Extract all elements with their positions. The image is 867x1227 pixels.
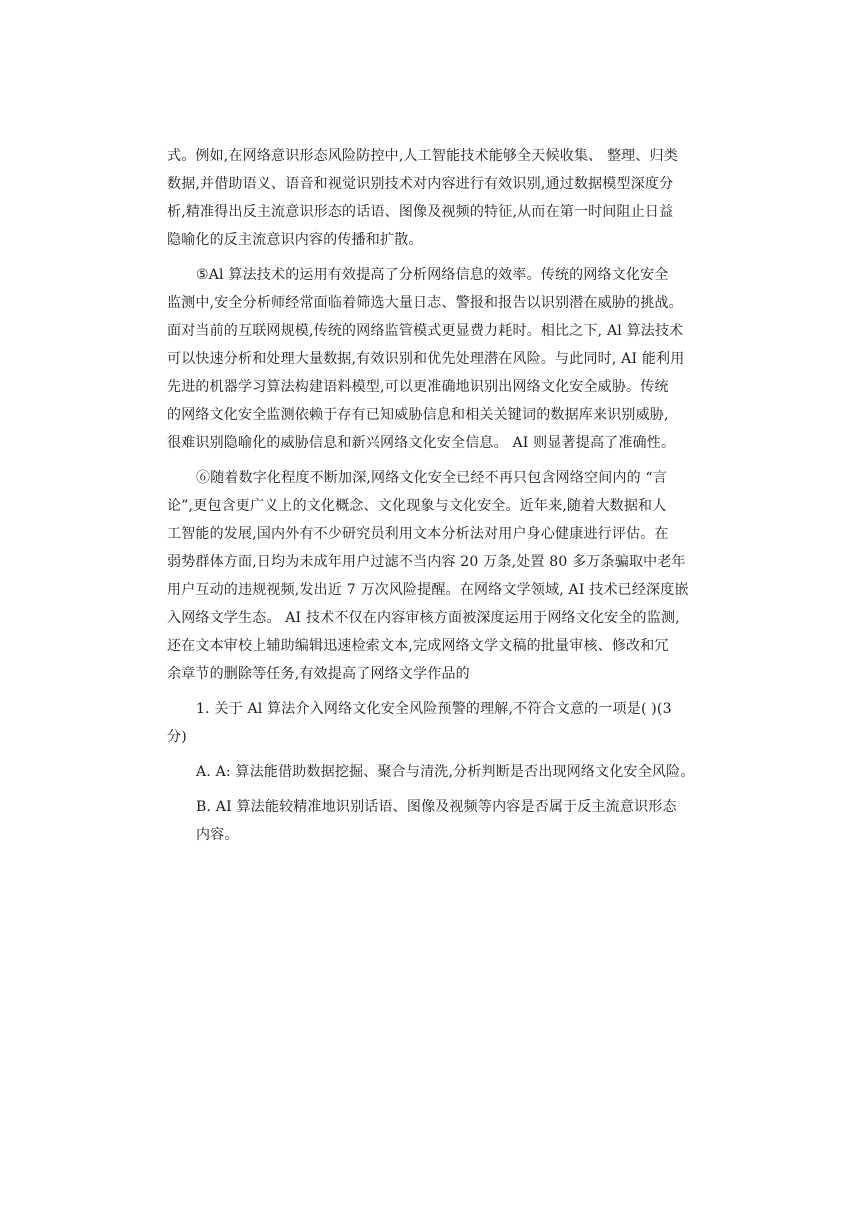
text-line: 监测中,安全分析师经常面临着筛选大量日志、警报和报告以识别潜在威胁的挑战。 bbox=[167, 295, 683, 311]
option-b-cont: 内容。 bbox=[196, 827, 239, 843]
paragraph-5-first-line: ⑤Al 算法技术的运用有效提高了分析网络信息的效率。传统的网络文化安全 bbox=[196, 267, 669, 283]
text-line: 余章节的删除等任务,有效提高了网络文学作品的 bbox=[167, 666, 470, 682]
text-line: 数据,并借助语义、语音和视觉识别技术对内容进行有效识别,通过数据模型深度分 bbox=[167, 176, 674, 192]
paragraph-6-first-line: ⑥随着数字化程度不断加深,网络文化安全已经不再只包含网络空间内的 “言 bbox=[196, 470, 668, 486]
text-line: 先进的机器学习算法构建语料模型,可以更准确地识别出网络文化安全威胁。传统 bbox=[167, 379, 669, 395]
text-line: 还在文本审校上辅助编辑迅速检索文本,完成网络文学文稿的批量审核、修改和冗 bbox=[167, 638, 669, 654]
text-line: 入网络文学生态。 AI 技术不仅在内容审核方面被深度运用于网络文化安全的监测, bbox=[167, 610, 680, 626]
text-line: 面对当前的互联网规模,传统的网络监管模式更显费力耗时。相比之下, Al 算法技术 bbox=[167, 323, 684, 339]
option-b: B. AI 算法能较精准地识别话语、图像及视频等内容是否属于反主流意识形态 bbox=[196, 799, 677, 815]
text-line: 论”,更包含更广义上的文化概念、文化现象与文化安全。近年来,随着大数据和人 bbox=[167, 498, 667, 514]
question-1-stem-cont: 分) bbox=[167, 729, 187, 745]
option-a: A. A: 算法能借助数据挖掘、聚合与清洗,分析判断是否出现网络文化安全风险。 bbox=[196, 764, 695, 780]
text-line: 工智能的发展,国内外有不少研究员利用文本分析法对用户身心健康进行评估。在 bbox=[167, 526, 669, 542]
text-line: 用户互动的违规视频,发出近 7 万次风险提醒。在网络文学领域, AI 技术已经深度嵌 bbox=[167, 582, 689, 598]
text-line: 弱势群体方面,日均为未成年用户过滤不当内容 20 万条,处置 80 多万条骗取中老年 bbox=[167, 554, 686, 570]
text-line: 隐喻化的反主流意识内容的传播和扩散。 bbox=[167, 232, 423, 248]
text-line: 可以快速分析和处理大量数据,有效识别和优先处理潜在风险。与此同时, AI 能利用 bbox=[167, 351, 685, 367]
text-line: 式。例如,在网络意识形态风险防控中,人工智能技术能够全天候收集、 整理、归类 bbox=[167, 148, 678, 164]
text-line: 很难识别隐喻化的威胁信息和新兴网络文化安全信息。 AI 则显著提高了准确性。 bbox=[167, 435, 676, 451]
question-1-stem: 1. 关于 Al 算法介入网络文化安全风险预警的理解,不符合文意的一项是( )(3 bbox=[196, 701, 672, 717]
text-line: 析,精准得出反主流意识形态的话语、图像及视频的特征,从而在第一时间阻止日益 bbox=[167, 204, 674, 220]
text-line: 的网络文化安全监测依赖于存有已知威胁信息和相关关键词的数据库来识别威胁, bbox=[167, 407, 669, 423]
